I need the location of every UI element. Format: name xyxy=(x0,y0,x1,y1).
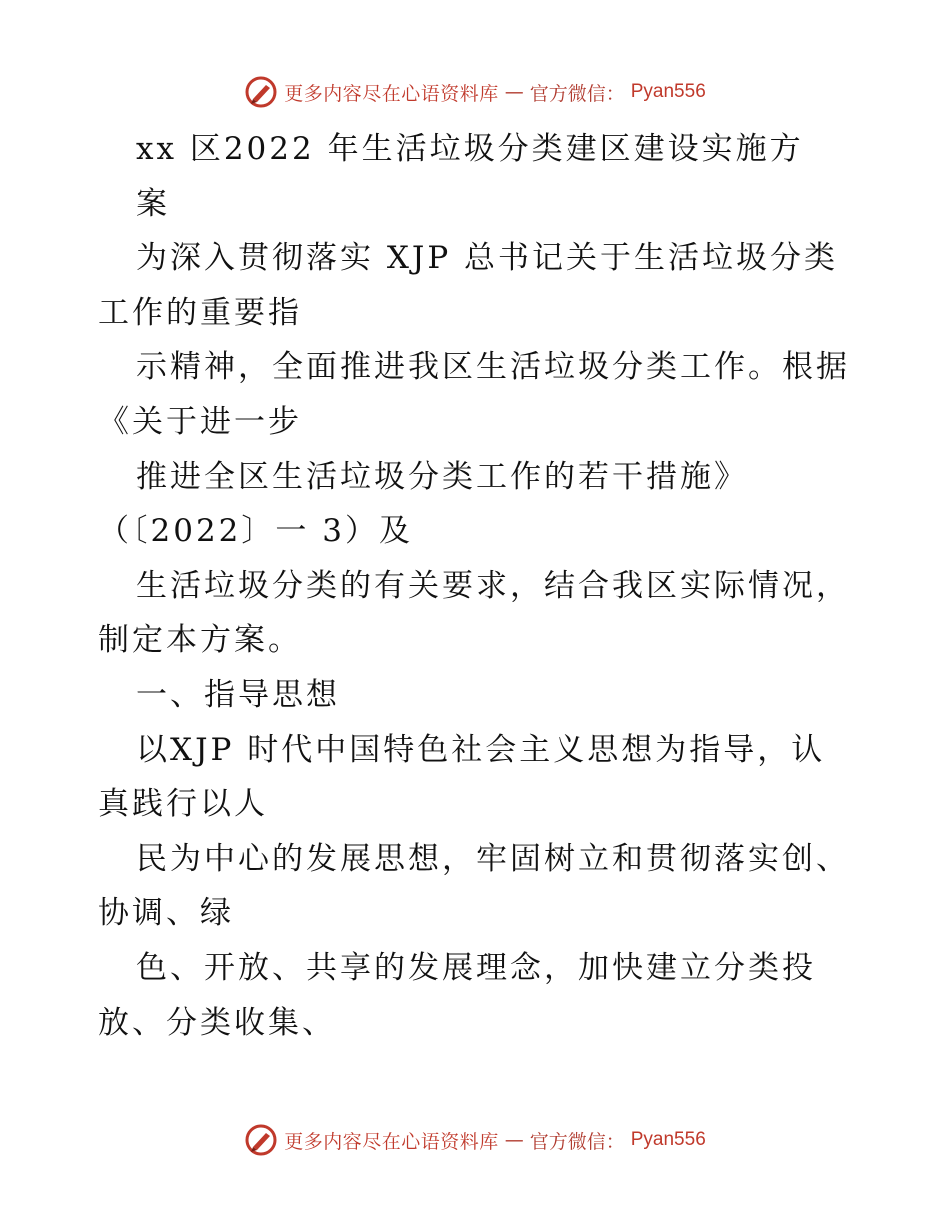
doc-line: 民为中心的发展思想，牢固树立和贯彻落实创、 xyxy=(136,840,850,877)
watermark-content xyxy=(244,1123,706,1157)
watermark-separator: — xyxy=(504,81,524,103)
watermark-main-text: 更多内容尽在心语资料库 xyxy=(284,82,499,105)
watermark-wechat-id: Pyan556 xyxy=(630,81,706,102)
doc-line: （〔2022〕一 3）及 xyxy=(98,513,413,550)
pen-logo-icon xyxy=(244,1123,278,1157)
doc-line: 《关于进一步 xyxy=(98,403,302,440)
doc-line: 案 xyxy=(136,185,170,222)
watermark-separator: — xyxy=(504,1129,524,1151)
doc-line: 为深入贯彻落实 XJP 总书记关于生活垃圾分类 xyxy=(136,240,839,277)
header-watermark xyxy=(0,70,950,114)
watermark-wechat-label: 官方微信： xyxy=(529,82,625,105)
doc-line: 以XJP 时代中国特色社会主义思想为指导，认 xyxy=(136,731,826,768)
doc-line: 放、分类收集、 xyxy=(98,1004,336,1041)
doc-line: 色、开放、共享的发展理念，加快建立分类投 xyxy=(136,949,816,986)
section-heading: 一、指导思想 xyxy=(136,676,340,713)
footer-watermark xyxy=(0,1118,950,1162)
doc-line: xx 区2022 年生活垃圾分类建区建设实施方 xyxy=(136,131,804,167)
watermark-content xyxy=(244,75,706,109)
watermark-main-text: 更多内容尽在心语资料库 xyxy=(284,1130,499,1153)
doc-line: 工作的重要指 xyxy=(98,294,302,331)
doc-line: 协调、绿 xyxy=(98,895,234,932)
doc-line: 推进全区生活垃圾分类工作的若干措施》 xyxy=(136,458,748,495)
doc-line: 示精神，全面推进我区生活垃圾分类工作。根据 xyxy=(136,349,850,386)
watermark-wechat-id: Pyan556 xyxy=(630,1129,706,1150)
doc-line: 制定本方案。 xyxy=(98,622,302,659)
pen-logo-icon xyxy=(244,75,278,109)
document-body xyxy=(98,122,858,1050)
watermark-wechat-label: 官方微信： xyxy=(529,1130,625,1153)
doc-line: 生活垃圾分类的有关要求，结合我区实际情况， xyxy=(136,567,850,604)
doc-line: 真践行以人 xyxy=(98,786,268,823)
